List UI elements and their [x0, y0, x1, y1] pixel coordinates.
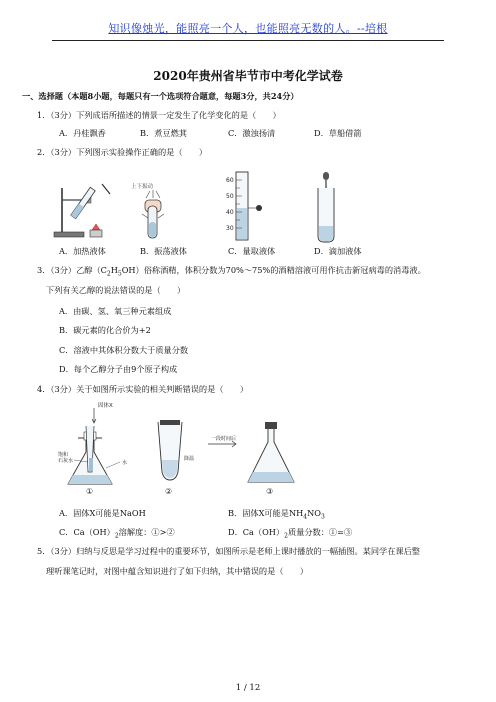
q4-option-a: A．固体X可能是NaOH: [59, 508, 146, 518]
cyl-mark-50: 50: [226, 193, 234, 200]
shake-label: 上下振动: [131, 184, 154, 190]
flask-number-1: ①: [86, 487, 94, 496]
page-number: 1 / 12: [235, 683, 261, 693]
solid-x-label: 固体X: [98, 403, 113, 409]
q1-option-a: A．丹桂飘香: [59, 128, 106, 138]
water-label: 水: [122, 460, 128, 466]
q4-option-d: D．$Ca(OH)_2$质量分数：①=③: [228, 527, 353, 540]
q1-option-b: B．煮豆燃萁: [140, 128, 187, 138]
q2-option-d: D．滴加液体: [314, 246, 362, 256]
q4-stem: 4．（3分）关于如图所示实验的相关判断错误的是（ ）: [37, 384, 249, 394]
heating-liquid-figure: [52, 180, 122, 240]
q5-stem-line1: 5．（3分）归纳与反思是学习过程中的重要环节，如图所示是老师上课时播放的一幅插图。某同学在课后整: [37, 546, 420, 556]
header-rule: [52, 40, 444, 41]
cyl-mark-60: 60: [226, 177, 234, 184]
q3-stem-line2: 下列有关乙醇的说法错误的是（ ）: [46, 285, 186, 295]
dropping-liquid-figure: [312, 170, 352, 244]
page-title: 2020年贵州省毕节市中考化学试卷: [153, 69, 343, 83]
q3-option-a: A．由碳、氢、氧三种元素组成: [59, 306, 172, 316]
q4-experiment-figure: [58, 398, 328, 498]
q2-stem: 2．（3分）下列图示实验操作正确的是（ ）: [37, 147, 208, 157]
lime-label-1: 饱和: [58, 452, 69, 458]
q2-option-c: C．量取液体: [228, 246, 276, 256]
q2-option-b: B．振荡液体: [140, 246, 187, 256]
graduated-cylinder-figure: [226, 168, 266, 244]
lime-label-2: 石灰水: [58, 458, 74, 464]
header-motto: 知识像烛光，能照亮一个人，也能照亮无数的人。--培根: [108, 22, 388, 35]
wait-label: 一段时间后: [211, 436, 237, 442]
q4-option-b: B．固体X可能是$NH_4NO_3$: [228, 508, 325, 521]
q5-stem-line2: 理听课笔记时，对图中蕴含知识进行了如下归纳，其中错误的是（ ）: [46, 566, 309, 576]
q2-option-a: A．加热液体: [59, 246, 106, 256]
stir-label: 降温: [184, 456, 195, 462]
q3-stem-line1: 3．（3分）乙醇$(C_2H_5OH)$俗称酒精，体积分数为70%～75%的酒精溶液可用作抗击新冠病毒的消毒液。: [37, 265, 426, 278]
q3-option-c: C．溶液中其体积分数大于质量分数: [59, 345, 189, 355]
q1-option-c: C．激浊扬清: [228, 128, 276, 138]
q4-option-c: C．$Ca(OH)_2$溶解度：①>②: [59, 527, 175, 540]
section-heading: 一、选择题（本题8小题，每题只有一个选项符合题意，每题3分，共24分）: [22, 91, 299, 101]
q1-option-d: D．草船借箭: [314, 128, 362, 138]
cyl-mark-40: 40: [226, 209, 234, 216]
cyl-mark-30: 30: [226, 225, 234, 232]
shaking-liquid-figure: [128, 178, 188, 242]
q1-stem: 1．（3分）下列成语所描述的情景一定发生了化学变化的是（ ）: [37, 110, 281, 120]
q3-option-b: B．碳元素的化合价为+2: [59, 325, 151, 335]
q3-option-d: D．每个乙醇分子由9个原子构成: [59, 364, 178, 374]
flask-number-3: ③: [266, 487, 274, 496]
flask-number-2: ②: [165, 487, 173, 496]
